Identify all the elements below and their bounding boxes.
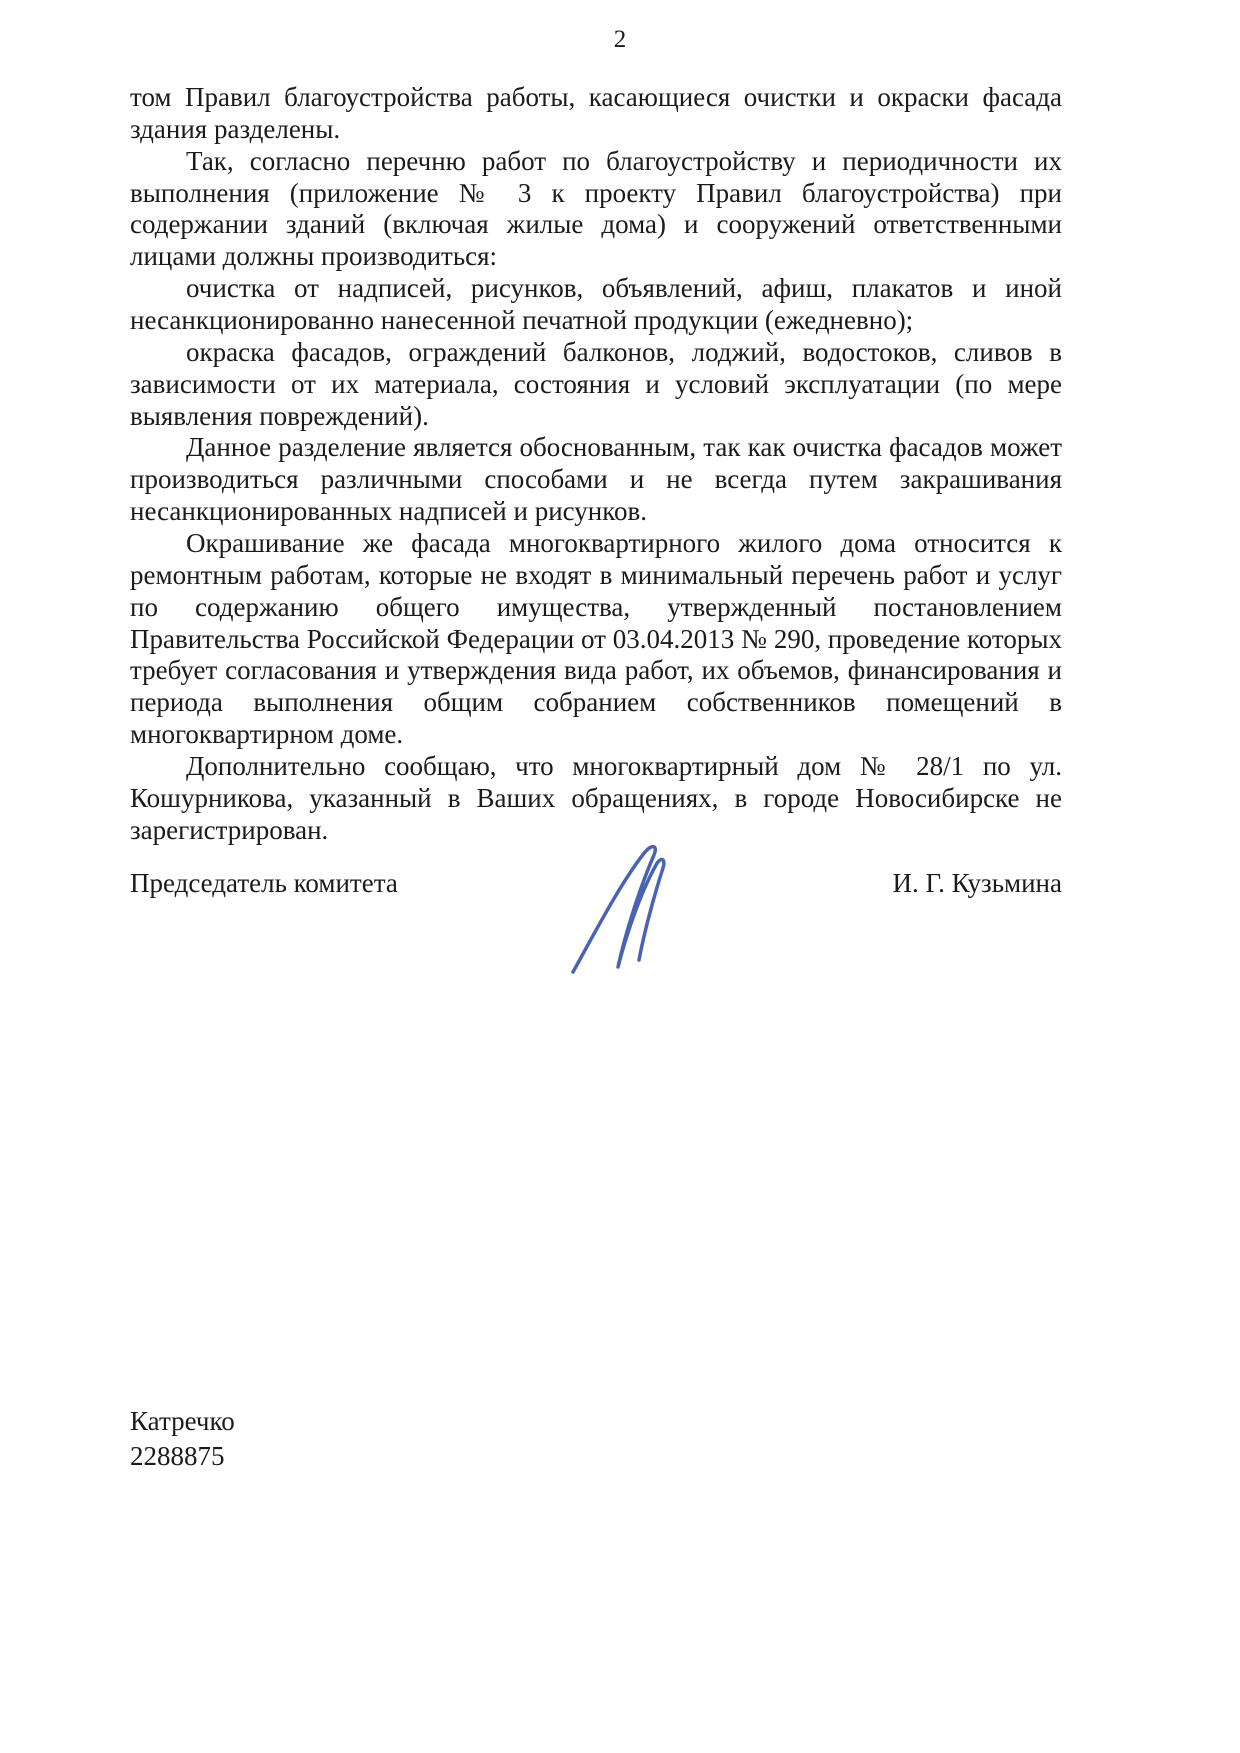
paragraph: Дополнительно сообщаю, что многоквартирный дом № 28/1 по ул. Кошурникова, указанный в Ваших обращениях, в городе Новосибирске не зарегистрирован. (130, 751, 1062, 845)
signatory-name: И. Г. Кузьмина (892, 868, 1062, 898)
executor-block (130, 1404, 235, 1473)
paragraph: Данное разделение является обоснованным, так как очистка фасадов может производиться различными способами и не всегда путем закрашивания несанкционированных надписей и рисунков. (130, 432, 1062, 527)
executor-phone: 2288875 (130, 1440, 225, 1471)
executor-name: Катречко (130, 1406, 235, 1436)
paragraph: Окрашивание же фасада многоквартирного жилого дома относится к ремонтным работам, которые не входят в минимальный перечень работ и услуг по содержанию общего имущества, утвержденный постановлением Правительства Российской Федерации от 03.04.2013 № 290, проведение которых требует согласования и утверждения вида работ, их объемов, финансирования и периода выполнения общим собранием собственников помещений в многоквартирном доме. (130, 528, 1062, 750)
letter-body (130, 82, 1062, 847)
paragraph: окраска фасадов, ограждений балконов, лоджий, водостоков, сливов в зависимости от их материала, состояния и условий эксплуатации (по мере выявления повреждений). (130, 336, 1062, 431)
signature-stroke (573, 847, 664, 972)
paragraph: том Правил благоустройства работы, касающиеся очистки и окраски фасада здания разделены. (130, 82, 1062, 144)
handwritten-signature-icon (565, 840, 705, 980)
paragraph: очистка от надписей, рисунков, объявлений, афиш, плакатов и иной несанкционированно нанесенной печатной продукции (ежедневно); (130, 273, 1062, 336)
paragraph: Так, согласно перечню работ по благоустройству и периодичности их выполнения (приложение № 3 к проекту Правил благоустройства) при содержании зданий (включая жилые дома) и сооружений ответственными лицами должны производиться: (130, 145, 1062, 272)
page-number: 2 (613, 26, 627, 53)
signatory-title: Председатель комитета (130, 868, 398, 898)
